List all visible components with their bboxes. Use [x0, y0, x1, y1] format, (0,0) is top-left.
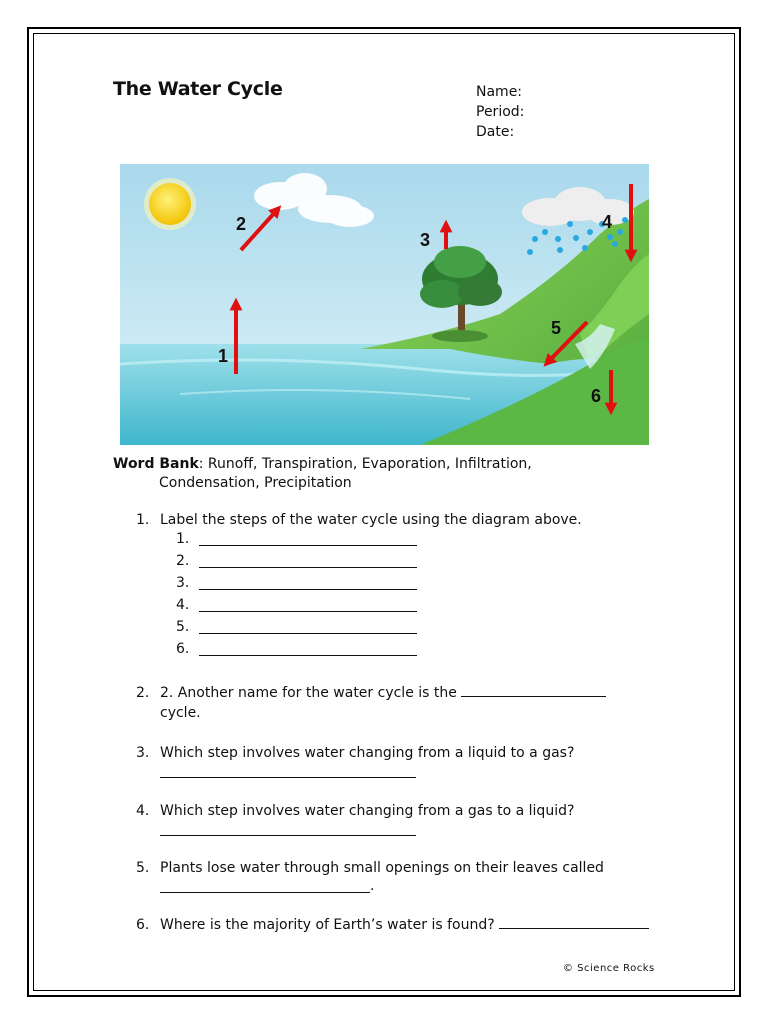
answer-item-2: 2. — [176, 553, 198, 569]
question-number: 5. — [136, 860, 150, 876]
word-bank-line-2: Condensation, Precipitation — [159, 475, 352, 491]
date-field: Date: — [476, 124, 515, 140]
sun-icon — [144, 178, 196, 230]
label-4: 4 — [602, 212, 613, 232]
label-3: 3 — [420, 230, 431, 250]
answer-blank[interactable] — [199, 567, 417, 568]
question-number: 4. — [136, 803, 150, 819]
answer-blank[interactable] — [160, 777, 416, 778]
name-field: Name: — [476, 84, 523, 100]
question-text-end: cycle. — [160, 705, 201, 721]
answer-blank[interactable] — [199, 655, 417, 656]
worksheet-title: The Water Cycle — [113, 78, 283, 100]
question-text: Which step involves water changing from a liquid to a gas? — [160, 745, 575, 761]
answer-blank[interactable] — [199, 545, 417, 546]
word-bank-label: Word Bank — [113, 456, 199, 472]
question-number: 6. — [136, 917, 150, 933]
label-2: 2 — [236, 214, 247, 234]
question-text: Which step involves water changing from a gas to a liquid? — [160, 803, 575, 819]
question-text: 2. Another name for the water cycle is the — [160, 685, 457, 701]
label-5: 5 — [551, 318, 562, 338]
question-number: 3. — [136, 745, 150, 761]
student-info-fields — [476, 82, 524, 142]
question-text: Where is the majority of Earth’s water is found? — [160, 917, 495, 933]
answer-blank[interactable] — [461, 683, 606, 697]
answer-item-6: 6. — [176, 641, 198, 657]
answer-item-4: 4. — [176, 597, 198, 613]
question-text: Label the steps of the water cycle using the diagram above. — [160, 512, 582, 528]
copyright-footer: © Science Rocks — [563, 963, 655, 974]
answer-blank[interactable] — [199, 611, 417, 612]
question-number: 1. — [136, 512, 150, 528]
sentence-period: . — [370, 878, 375, 894]
answer-item-5: 5. — [176, 619, 198, 635]
answer-item-3: 3. — [176, 575, 198, 591]
question-text: Plants lose water through small openings on their leaves called — [160, 860, 604, 876]
word-bank-line-1: : Runoff, Transpiration, Evaporation, Infiltration, — [198, 456, 532, 472]
answer-blank[interactable] — [160, 835, 416, 836]
word-bank — [113, 455, 633, 493]
answer-blank[interactable] — [199, 633, 417, 634]
question-number: 2. — [136, 685, 150, 701]
period-field: Period: — [476, 104, 525, 120]
label-1: 1 — [218, 346, 229, 366]
answer-item-1: 1. — [176, 531, 198, 547]
answer-blank[interactable] — [199, 589, 417, 590]
answer-blank[interactable] — [160, 892, 370, 893]
water-cycle-diagram — [120, 164, 649, 445]
answer-blank[interactable] — [499, 915, 649, 929]
label-6: 6 — [591, 386, 602, 406]
